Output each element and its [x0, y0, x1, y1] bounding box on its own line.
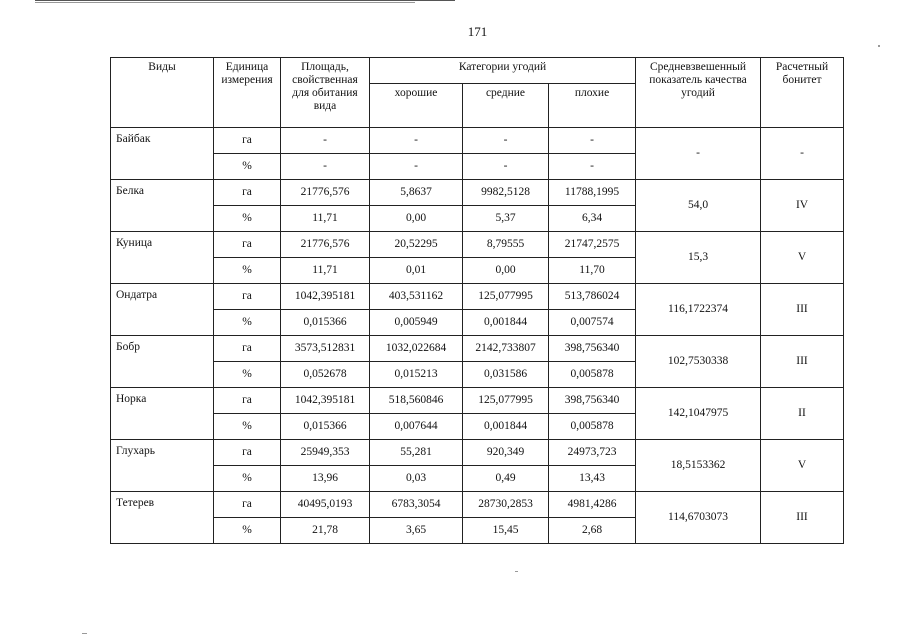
cell-pct-unit: % [214, 310, 281, 336]
cell-ha-good: 403,531162 [370, 284, 463, 310]
cell-ha-poor: 24973,723 [549, 440, 636, 466]
cell-pct-area: 0,052678 [281, 362, 370, 388]
table-row [111, 336, 844, 362]
cell-ha-area: 1042,395181 [281, 388, 370, 414]
header-bonitet: Расчетный бонитет [761, 58, 844, 128]
quality-index: 15,3 [636, 232, 761, 284]
cell-pct-unit: % [214, 258, 281, 284]
cell-ha-poor: - [549, 128, 636, 154]
cell-ha-unit: га [214, 492, 281, 518]
cell-ha-good: 55,281 [370, 440, 463, 466]
cell-pct-unit: % [214, 206, 281, 232]
table-row [111, 440, 844, 466]
cell-pct-good: 0,005949 [370, 310, 463, 336]
cell-pct-area: - [281, 154, 370, 180]
cell-pct-medium: 5,37 [463, 206, 549, 232]
cell-ha-good: 518,560846 [370, 388, 463, 414]
scan-speck [82, 633, 87, 634]
species-name: Ондатра [111, 284, 214, 336]
cell-ha-unit: га [214, 232, 281, 258]
habitat-quality-table [110, 57, 844, 544]
cell-ha-medium: 8,79555 [463, 232, 549, 258]
cell-ha-poor: 398,756340 [549, 336, 636, 362]
page-number: 171 [467, 24, 488, 39]
header-species: Виды [111, 58, 214, 128]
cell-ha-unit: га [214, 388, 281, 414]
quality-index: 102,7530338 [636, 336, 761, 388]
cell-pct-poor: 0,007574 [549, 310, 636, 336]
species-name: Бобр [111, 336, 214, 388]
cell-ha-medium: 125,077995 [463, 284, 549, 310]
cell-pct-unit: % [214, 154, 281, 180]
cell-pct-poor: 2,68 [549, 518, 636, 544]
cell-ha-poor: 11788,1995 [549, 180, 636, 206]
scan-top-rule-secondary [35, 2, 415, 3]
bonitet-class: V [761, 440, 844, 492]
cell-pct-good: 0,007644 [370, 414, 463, 440]
cell-pct-area: 21,78 [281, 518, 370, 544]
cell-ha-unit: га [214, 284, 281, 310]
cell-ha-unit: га [214, 128, 281, 154]
cell-ha-medium: 2142,733807 [463, 336, 549, 362]
cell-pct-medium: - [463, 154, 549, 180]
bonitet-class: III [761, 336, 844, 388]
cell-pct-area: 0,015366 [281, 414, 370, 440]
cell-pct-area: 13,96 [281, 466, 370, 492]
cell-pct-good: 0,00 [370, 206, 463, 232]
bonitet-class: - [761, 128, 844, 180]
cell-pct-poor: 11,70 [549, 258, 636, 284]
header-medium: средние [463, 84, 549, 128]
table-body [111, 128, 844, 544]
quality-index: 114,6703073 [636, 492, 761, 544]
cell-pct-area: 11,71 [281, 206, 370, 232]
cell-pct-unit: % [214, 362, 281, 388]
cell-ha-poor: 4981,4286 [549, 492, 636, 518]
cell-ha-medium: - [463, 128, 549, 154]
cell-pct-unit: % [214, 414, 281, 440]
species-name: Байбак [111, 128, 214, 180]
cell-ha-unit: га [214, 336, 281, 362]
bonitet-class: IV [761, 180, 844, 232]
cell-ha-area: 25949,353 [281, 440, 370, 466]
cell-pct-poor: 13,43 [549, 466, 636, 492]
header-row-1 [111, 58, 844, 84]
cell-ha-area: 1042,395181 [281, 284, 370, 310]
header-unit: Единица измерения [214, 58, 281, 128]
cell-ha-area: - [281, 128, 370, 154]
cell-ha-medium: 9982,5128 [463, 180, 549, 206]
cell-pct-good: 0,03 [370, 466, 463, 492]
cell-pct-poor: 0,005878 [549, 414, 636, 440]
table-row [111, 388, 844, 414]
cell-ha-poor: 398,756340 [549, 388, 636, 414]
cell-ha-poor: 513,786024 [549, 284, 636, 310]
header-categories: Категории угодий [370, 58, 636, 84]
cell-ha-area: 21776,576 [281, 232, 370, 258]
cell-pct-good: - [370, 154, 463, 180]
cell-pct-medium: 0,001844 [463, 310, 549, 336]
quality-index: 116,1722374 [636, 284, 761, 336]
species-name: Куница [111, 232, 214, 284]
cell-ha-medium: 920,349 [463, 440, 549, 466]
cell-ha-unit: га [214, 180, 281, 206]
cell-ha-poor: 21747,2575 [549, 232, 636, 258]
table-row [111, 128, 844, 154]
cell-pct-medium: 0,49 [463, 466, 549, 492]
cell-pct-medium: 15,45 [463, 518, 549, 544]
cell-pct-unit: % [214, 518, 281, 544]
cell-pct-good: 0,01 [370, 258, 463, 284]
cell-pct-medium: 0,001844 [463, 414, 549, 440]
cell-pct-area: 0,015366 [281, 310, 370, 336]
cell-ha-good: 5,8637 [370, 180, 463, 206]
species-name: Тетерев [111, 492, 214, 544]
cell-ha-medium: 28730,2853 [463, 492, 549, 518]
cell-pct-good: 0,015213 [370, 362, 463, 388]
table-row [111, 492, 844, 518]
header-poor: плохие [549, 84, 636, 128]
scan-speck [878, 45, 880, 47]
header-area: Площадь, свойственная для обитания вида [281, 58, 370, 128]
cell-ha-area: 40495,0193 [281, 492, 370, 518]
species-name: Норка [111, 388, 214, 440]
header-good: хорошие [370, 84, 463, 128]
cell-pct-poor: - [549, 154, 636, 180]
cell-ha-good: - [370, 128, 463, 154]
cell-ha-area: 21776,576 [281, 180, 370, 206]
quality-index: 18,5153362 [636, 440, 761, 492]
bonitet-class: V [761, 232, 844, 284]
cell-ha-good: 20,52295 [370, 232, 463, 258]
cell-ha-medium: 125,077995 [463, 388, 549, 414]
table-row [111, 232, 844, 258]
quality-index: 142,1047975 [636, 388, 761, 440]
cell-pct-medium: 0,00 [463, 258, 549, 284]
bonitet-class: III [761, 492, 844, 544]
scan-top-rule [35, 0, 455, 1]
cell-ha-good: 6783,3054 [370, 492, 463, 518]
cell-pct-area: 11,71 [281, 258, 370, 284]
bonitet-class: II [761, 388, 844, 440]
bonitet-class: III [761, 284, 844, 336]
scan-speck [515, 571, 518, 572]
cell-pct-poor: 6,34 [549, 206, 636, 232]
cell-ha-unit: га [214, 440, 281, 466]
cell-pct-unit: % [214, 466, 281, 492]
table-row [111, 180, 844, 206]
species-name: Глухарь [111, 440, 214, 492]
cell-pct-poor: 0,005878 [549, 362, 636, 388]
cell-ha-good: 1032,022684 [370, 336, 463, 362]
quality-index: 54,0 [636, 180, 761, 232]
species-name: Белка [111, 180, 214, 232]
cell-pct-good: 3,65 [370, 518, 463, 544]
table-row [111, 284, 844, 310]
cell-ha-area: 3573,512831 [281, 336, 370, 362]
cell-pct-medium: 0,031586 [463, 362, 549, 388]
quality-index: - [636, 128, 761, 180]
header-quality: Средневзвешенный показатель качества угодий [636, 58, 761, 128]
